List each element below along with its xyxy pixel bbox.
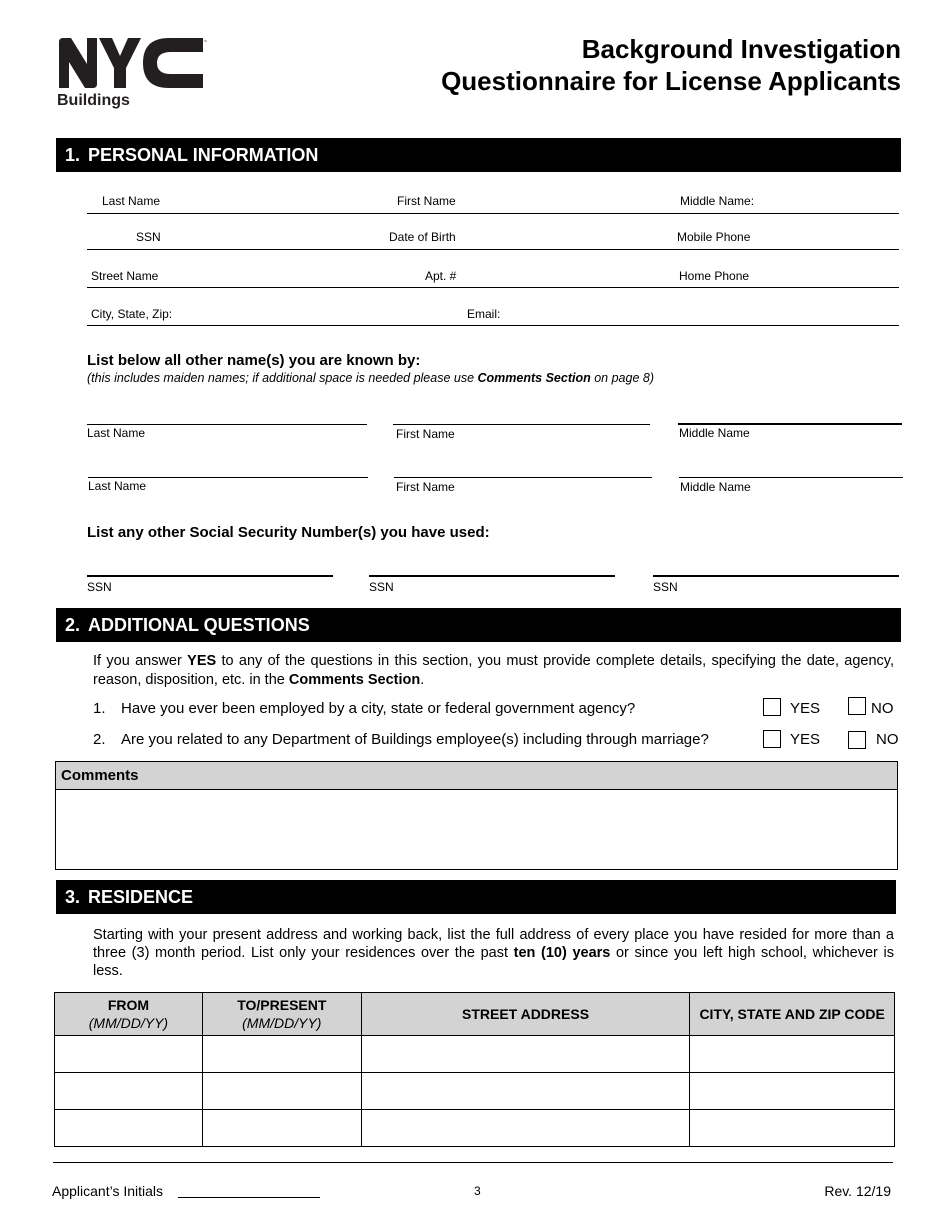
from-cell[interactable] [55,1036,203,1073]
other-ssn-2-label: SSN [369,580,394,594]
section-2-number: 2. [65,615,81,635]
city-cell[interactable] [690,1036,895,1073]
section-1-number: 1. [65,145,81,165]
applicant-initials-label: Applicant’s Initials [52,1183,164,1199]
question-2-text: Are you related to any Department of Buildings employee(s) including through marriage? [121,731,709,748]
street-cell[interactable] [361,1110,690,1147]
section-2-title: ADDITIONAL QUESTIONS [88,615,310,635]
row-2-line[interactable] [87,249,899,250]
section-2-header [56,608,901,642]
ssn-label: SSN [136,230,161,244]
section-1-header [56,138,901,172]
city-cell[interactable] [690,1073,895,1110]
table-row [55,1036,895,1073]
page-number: 3 [474,1184,481,1198]
question-2-number: 2. [93,731,106,748]
row-3-line[interactable] [87,287,899,288]
other-ssn-3-label: SSN [653,580,678,594]
alias-2-middle-name-line[interactable] [679,477,903,478]
alias-1-first-name-label: First Name [396,427,455,441]
question-1-text: Have you ever been employed by a city, state or federal government agency? [121,700,636,717]
street-name-label: Street Name [91,269,159,283]
email-label: Email: [467,307,501,321]
home-phone-label: Home Phone [679,269,750,283]
alias-1-last-name-label: Last Name [87,426,146,440]
other-names-note: (this includes maiden names; if additional space is needed please use Comments Section on page 8) [87,371,654,385]
question-2-no-label: NO [876,731,899,748]
question-1-no-label: NO [871,700,894,717]
to-cell[interactable] [202,1036,361,1073]
comments-label: Comments [56,762,897,790]
question-2-yes-checkbox[interactable] [763,730,781,748]
alias-1-middle-name-label: Middle Name [679,426,750,440]
alias-2-last-name-label: Last Name [88,479,147,493]
city-state-zip-label: City, State, Zip: [91,307,173,321]
section-2-intro: If you answer YES to any of the questions in this section, you must provide complete details, specifying the date, agency, reason, disposition, etc. in the Comments Section. [93,653,895,688]
to-present-column-header: TO/PRESENT (MM/DD/YY) [202,993,361,1036]
comments-box [55,761,898,870]
other-ssn-1-label: SSN [87,580,112,594]
comments-textarea[interactable] [56,790,897,870]
revision-label: Rev. 12/19 [824,1183,891,1199]
alias-1-first-name-line[interactable] [393,424,650,425]
section-3-number: 3. [65,887,81,907]
document-title [441,33,901,97]
other-ssn-1-line[interactable] [87,575,333,577]
to-cell[interactable] [202,1110,361,1147]
question-1-number: 1. [93,700,106,717]
question-2-yes-label: YES [790,731,821,748]
other-ssn-3-line[interactable] [653,575,899,577]
from-column-header: FROM (MM/DD/YY) [55,993,203,1036]
question-1-no-checkbox[interactable] [848,697,866,715]
alias-2-last-name-line[interactable] [88,477,368,478]
street-cell[interactable] [361,1036,690,1073]
city-cell[interactable] [690,1110,895,1147]
table-row [55,1110,895,1147]
apt-label: Apt. # [425,269,457,283]
question-1-yes-checkbox[interactable] [763,698,781,716]
alias-2-first-name-line[interactable] [394,477,652,478]
title-line-1: Background Investigation [581,34,901,64]
street-cell[interactable] [361,1073,690,1110]
section-3-title: RESIDENCE [88,887,194,907]
last-name-label: Last Name [102,194,161,208]
applicant-initials-line[interactable] [178,1197,320,1198]
question-1-yes-label: YES [790,700,821,717]
middle-name-label: Middle Name: [680,194,755,208]
other-ssn-2-line[interactable] [369,575,615,577]
street-address-column-header: STREET ADDRESS [361,993,690,1036]
alias-2-middle-name-label: Middle Name [680,480,751,494]
to-cell[interactable] [202,1073,361,1110]
row-1-line[interactable] [87,213,899,214]
mobile-phone-label: Mobile Phone [677,230,751,244]
question-2-no-checkbox[interactable] [848,731,866,749]
first-name-label: First Name [397,194,456,208]
logo-subtitle: Buildings [57,92,130,109]
alias-1-middle-name-line[interactable] [678,423,902,425]
section-3-header [56,880,896,914]
alias-1-last-name-line[interactable] [87,424,367,425]
other-ssn-heading: List any other Social Security Number(s) you have used: [87,524,490,541]
section-3-intro: Starting with your present address and working back, list the full address of every place you have resided for more than a three (3) month period. List only your residences over the past ten (10) years or since you left high school, whichever is less. [93,927,894,979]
dob-label: Date of Birth [389,230,456,244]
svg-text:™: ™ [203,40,208,46]
residence-table [54,992,895,1147]
table-row [55,1073,895,1110]
alias-2-first-name-label: First Name [396,480,455,494]
residence-table-header [55,993,895,1036]
row-4-line[interactable] [87,325,899,326]
title-line-2: Questionnaire for License Applicants [441,66,901,96]
footer-divider [53,1162,893,1163]
from-cell[interactable] [55,1073,203,1110]
nyc-buildings-logo [57,38,207,110]
other-names-heading: List below all other name(s) you are known by: [87,352,421,369]
city-state-zip-column-header: CITY, STATE AND ZIP CODE [690,993,895,1036]
from-cell[interactable] [55,1110,203,1147]
nyc-logo-mark [57,38,207,90]
section-1-title: PERSONAL INFORMATION [88,145,319,165]
